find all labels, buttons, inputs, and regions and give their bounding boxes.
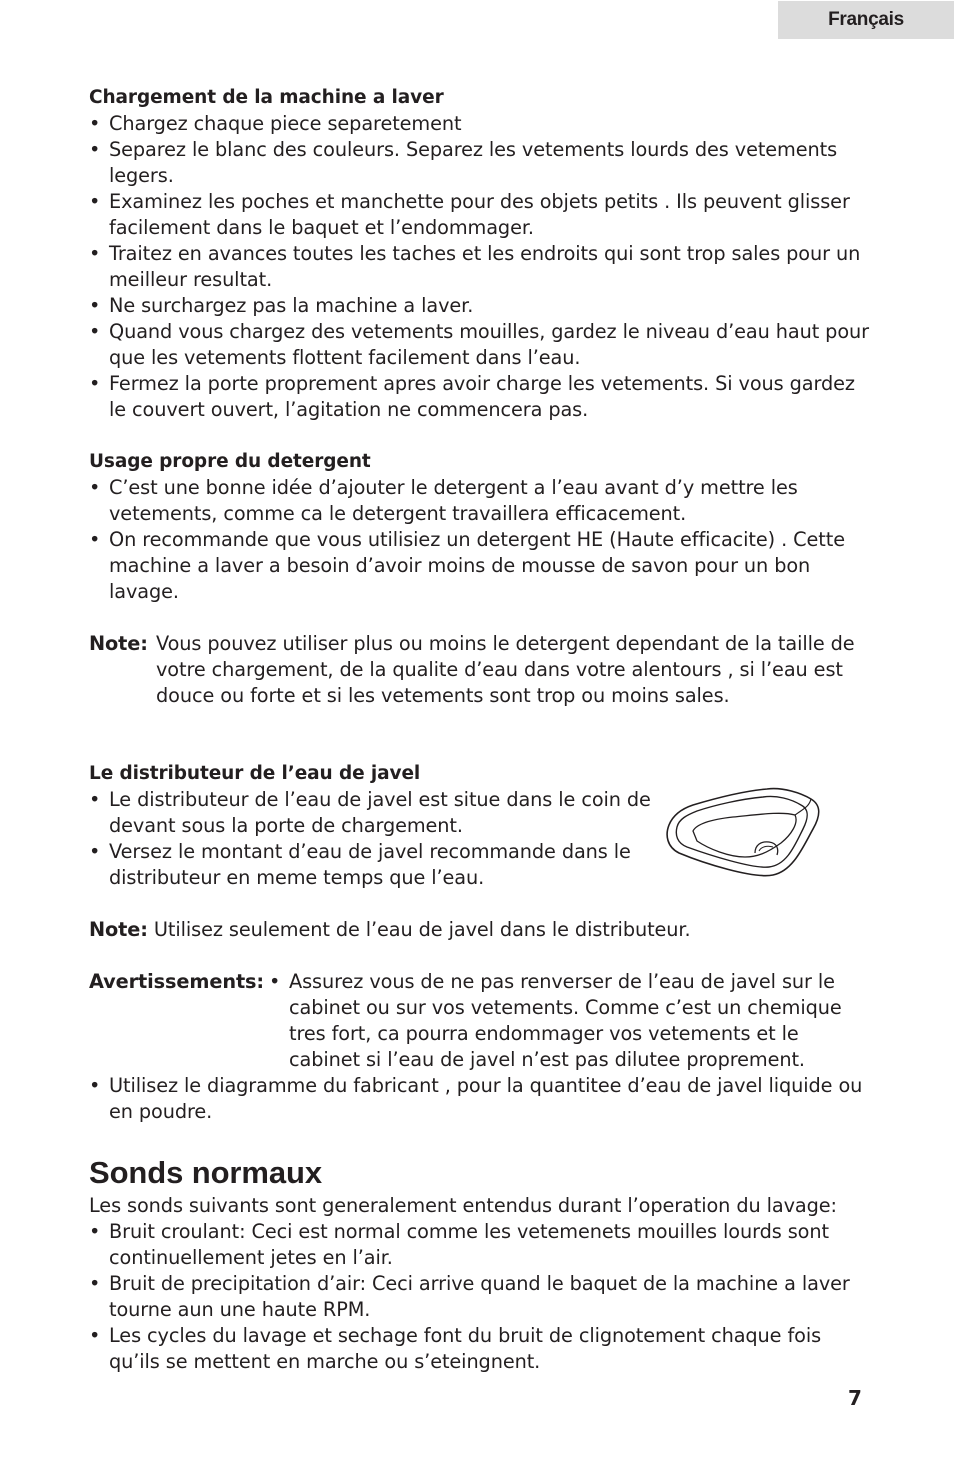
list-item: • Traitez en avances toutes les taches et les endroits qui sont trop sales pour un meilleur resultat. — [89, 241, 869, 293]
list-item: • Quand vous chargez des vetements mouilles, gardez le niveau d’eau haut pour que les vetements flottent facilement dans l’eau. — [89, 319, 869, 371]
note-text: Vous pouvez utiliser plus ou moins le detergent dependant de la taille de votre chargement, de la qualite d’eau dans votre alentours , si l’eau est douce ou forte et si les vetements sont trop ou moins sales. — [156, 632, 855, 707]
list-item: • Assurez vous de ne pas renverser de l’eau de javel sur le cabinet ou sur vos vetements. Comme c’est un chemique tres fort, ca pourra endommager vos vetements et le cabinet si l’eau de javel n’est pas dilutee proprement. — [269, 969, 869, 1073]
list-item: • Ne surchargez pas la machine a laver. — [89, 293, 869, 319]
sonds-list — [89, 1219, 869, 1375]
section-heading-javel: Le distributeur de l’eau de javel — [89, 763, 421, 784]
javel-note — [89, 917, 869, 943]
warning-list — [269, 969, 869, 1073]
section-detergent — [89, 449, 869, 709]
bleach-dispenser-illustration-icon — [663, 787, 833, 887]
note-text: Utilisez seulement de l’eau de javel dans le distributeur. — [153, 918, 691, 941]
list-item: • On recommande que vous utilisiez un detergent HE (Haute efficacite) . Cette machine a laver a besoin d’avoir moins de mousse de savon pour un bon lavage. — [89, 527, 869, 605]
page-number: 7 — [848, 1386, 862, 1410]
note-label: Note: — [89, 918, 148, 941]
note-label: Note: — [89, 632, 148, 655]
list-item: • Versez le montant d’eau de javel recommande dans le distributeur en meme temps que l’eau. — [89, 839, 659, 891]
javel-row — [89, 787, 869, 891]
javel-warning — [89, 969, 869, 1073]
javel-list — [89, 787, 659, 891]
page-content — [89, 85, 869, 1375]
javel-extra-list — [89, 1073, 869, 1125]
section-chargement — [89, 85, 869, 423]
section-heading-detergent: Usage propre du detergent — [89, 451, 371, 472]
list-item: • Bruit de precipitation d’air: Ceci arrive quand le baquet de la machine a laver tourne aun une haute RPM. — [89, 1271, 869, 1323]
chargement-list — [89, 111, 869, 423]
list-item: • Bruit croulant: Ceci est normal comme les vetemenets mouilles lourds sont continuellement jetes en l’air. — [89, 1219, 869, 1271]
list-item: • Separez le blanc des couleurs. Separez les vetements lourds des vetements legers. — [89, 137, 869, 189]
language-tab: Français — [778, 1, 954, 39]
detergent-note — [89, 631, 869, 709]
list-item: • Le distributeur de l’eau de javel est situe dans le coin de devant sous la porte de chargement. — [89, 787, 659, 839]
section-title-sonds: Sonds normaux — [89, 1155, 322, 1190]
list-item: • C’est une bonne idée d’ajouter le detergent a l’eau avant d’y mettre les vetements, comme ca le detergent travaillera efficacement. — [89, 475, 869, 527]
list-item: • Les cycles du lavage et sechage font du bruit de clignotement chaque fois qu’ils se mettent en marche ou s’eteingnent. — [89, 1323, 869, 1375]
list-item: • Chargez chaque piece separetement — [89, 111, 869, 137]
list-item: • Examinez les poches et manchette pour des objets petits . Ils peuvent glisser facilement dans le baquet et l’endommager. — [89, 189, 869, 241]
list-item: • Utilisez le diagramme du fabricant , pour la quantitee d’eau de javel liquide ou en poudre. — [89, 1073, 869, 1125]
section-javel — [89, 761, 869, 1125]
warning-label: Avertissements: — [89, 970, 265, 993]
detergent-list — [89, 475, 869, 605]
section-heading-chargement: Chargement de la machine a laver — [89, 87, 444, 108]
list-item: • Fermez la porte proprement apres avoir charge les vetements. Si vous gardez le couvert ouvert, l’agitation ne commencera pas. — [89, 371, 869, 423]
sonds-intro: Les sonds suivants sont generalement entendus durant l’operation du lavage: — [89, 1194, 837, 1217]
